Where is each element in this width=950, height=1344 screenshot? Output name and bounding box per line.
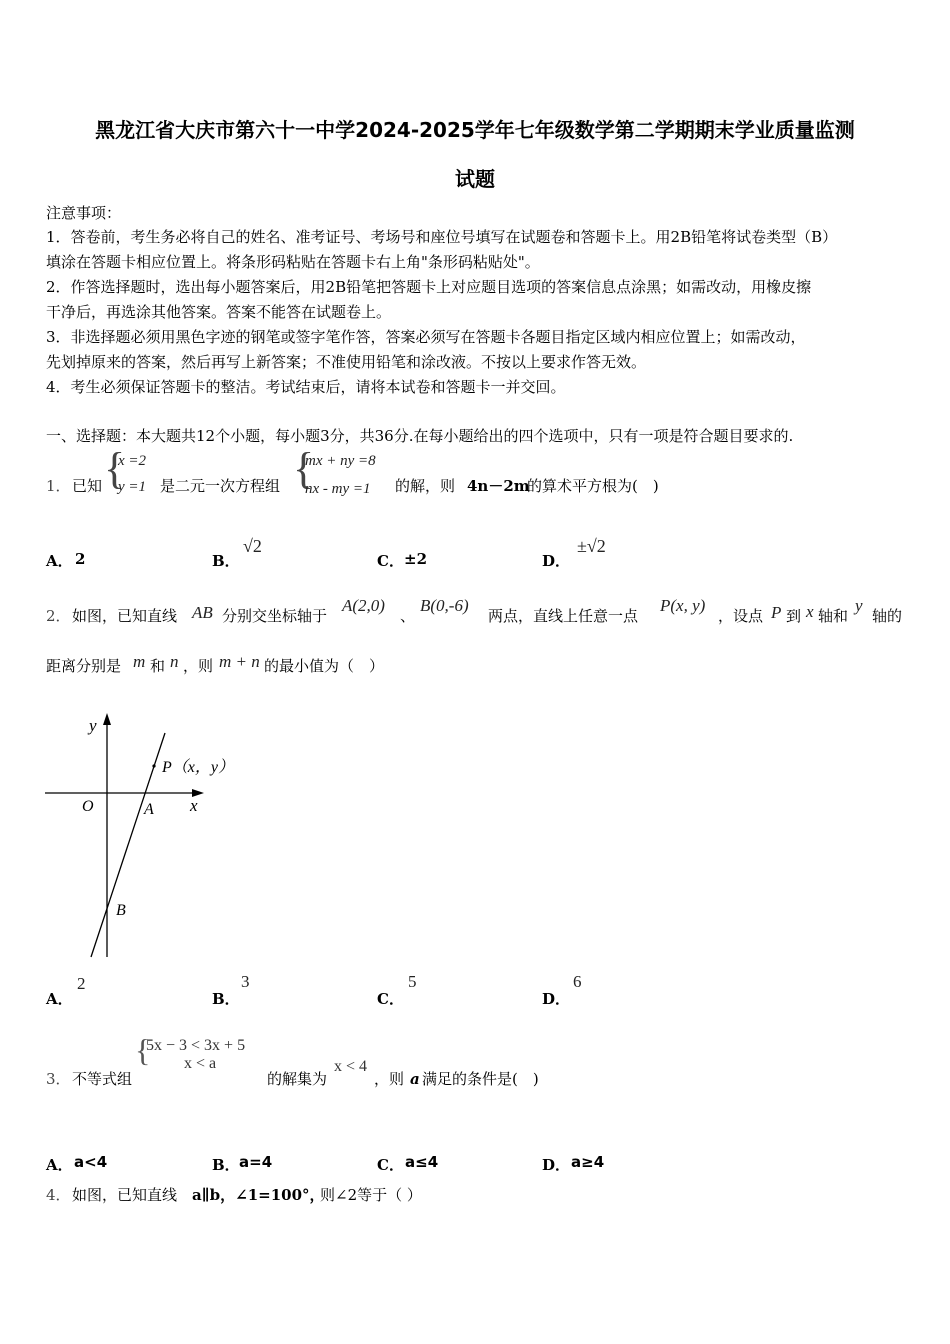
option-value: a<4 (74, 1153, 108, 1171)
section-heading: 一、选择题：本大题共12个小题，每小题3分，共36分.在每小题给出的四个选项中，只有一项是符合题目要求的. (46, 427, 794, 445)
inequality: x < a (184, 1055, 217, 1072)
equation: mx + ny =8 (305, 453, 376, 469)
option-value: 2 (77, 974, 86, 993)
option-label[interactable]: D． (542, 990, 571, 1008)
option-label[interactable]: C． (377, 552, 404, 570)
math-symbol: a (410, 1070, 420, 1088)
question-text: 距离分别是 (46, 657, 122, 675)
notice-line: 1．答卷前，考生务必将自己的姓名、准考证号、考场号和座位号填写在试题卷和答题卡上。用2B铅笔将试卷类型（B） (46, 228, 838, 246)
question-text: 的解集为 (267, 1070, 328, 1088)
question-text: ，则 (183, 657, 214, 675)
question-text: 分别交坐标轴于 (222, 607, 328, 625)
option-label[interactable]: B． (212, 990, 240, 1008)
question-number: 1． (46, 477, 71, 495)
option-label[interactable]: A． (46, 552, 73, 570)
math-symbol: m (133, 652, 146, 671)
solution-set: x < 4 (334, 1058, 368, 1075)
question-text: 轴的 (872, 607, 903, 625)
math-point: P(x, y) (660, 596, 706, 615)
notice-heading: 注意事项： (46, 204, 122, 222)
question-text: 和 (150, 657, 166, 675)
point-p (152, 764, 155, 767)
math-symbol: y (855, 596, 863, 615)
brace: { (293, 444, 315, 493)
question-text: 不等式组 (72, 1070, 133, 1088)
question-text: 则∠2等于（ ） (320, 1186, 422, 1204)
separator: 、 (400, 607, 416, 625)
point-a-label: A (144, 801, 154, 818)
question-text: 如图，已知直线 (72, 607, 178, 625)
question-text: 的解，则 (395, 477, 456, 495)
question-text: 的最小值为（ ） (264, 657, 385, 675)
math-symbol: n (170, 652, 179, 671)
option-value: a≤4 (405, 1153, 439, 1171)
option-value: 3 (241, 972, 250, 991)
math-symbol: AB (192, 603, 213, 622)
math-expression: m + n (219, 652, 260, 671)
expression: 4n－2m (467, 477, 530, 495)
question-text: 满足的条件是( ) (422, 1070, 539, 1088)
coordinate-figure (40, 705, 270, 965)
origin-label: O (82, 798, 94, 815)
notice-line: 3．非选择题必须用黑色字迹的钢笔或签字笔作答，答案必须写在答题卡各题目指定区域内相应位置上；如需改动， (46, 328, 806, 346)
x-axis-label: x (190, 796, 198, 815)
question-condition: a∥b，∠1=100°， (192, 1186, 325, 1204)
y-axis-arrow (103, 713, 111, 725)
question-text: ，设点 (718, 607, 764, 625)
point-b-label: B (116, 902, 126, 919)
question-text: 如图，已知直线 (72, 1186, 178, 1204)
question-text: ，则 (374, 1070, 405, 1088)
equation: x =2 (118, 453, 147, 469)
notice-line: 4．考生必须保证答题卡的整洁。考试结束后，请将本试卷和答题卡一并交回。 (46, 378, 566, 396)
equation: nx - my =1 (305, 481, 371, 497)
point-p-label: P（x，y） (162, 759, 234, 776)
option-label[interactable]: A． (46, 990, 73, 1008)
question-number: 2． (46, 607, 71, 625)
option-value: 5 (408, 972, 417, 991)
option-label[interactable]: C． (377, 1156, 404, 1174)
question-number: 3． (46, 1070, 71, 1088)
math-point: B(0,-6) (420, 596, 469, 615)
option-value: ±√2 (577, 536, 606, 556)
option-label[interactable]: C． (377, 990, 404, 1008)
math-symbol: x (806, 602, 814, 621)
question-text: 已知 (72, 477, 103, 495)
equation: y =1 (118, 479, 147, 495)
brace: { (104, 444, 126, 493)
option-label[interactable]: A． (46, 1156, 73, 1174)
option-label[interactable]: B． (212, 1156, 240, 1174)
notice-line: 填涂在答题卡相应位置上。将条形码粘贴在答题卡右上角"条形码粘贴处"。 (46, 253, 540, 271)
question-number: 4． (46, 1186, 71, 1204)
option-value: 2 (75, 550, 86, 568)
option-label[interactable]: B． (212, 552, 240, 570)
notice-line: 2．作答选择题时，选出每小题答案后，用2B铅笔把答题卡上对应题目选项的答案信息点涂黑；如需改动，用橡皮擦 (46, 278, 812, 296)
question-text: 的算术平方根为( ) (527, 477, 659, 495)
brace: { (135, 1032, 151, 1068)
option-value: a=4 (239, 1153, 273, 1171)
option-value: 6 (573, 972, 582, 991)
math-point: A(2,0) (342, 596, 385, 615)
option-value: ±2 (404, 550, 428, 568)
y-axis-label: y (89, 716, 97, 735)
math-symbol: P (771, 603, 782, 622)
notice-line: 干净后，再选涂其他答案。答案不能答在试题卷上。 (46, 303, 392, 321)
question-text: 到 (786, 607, 802, 625)
option-value: a≥4 (571, 1153, 605, 1171)
page-title-continued: 试题 (455, 167, 495, 191)
notice-line: 先划掉原来的答案，然后再写上新答案；不准使用铅笔和涂改液。不按以上要求作答无效。 (46, 353, 647, 371)
inequality: 5x − 3 < 3x + 5 (146, 1037, 246, 1054)
page-title: 黑龙江省大庆市第六十一中学2024-2025学年七年级数学第二学期期末学业质量监测 (95, 118, 855, 142)
question-text: 是二元一次方程组 (160, 477, 281, 495)
option-label[interactable]: D． (542, 552, 571, 570)
option-label[interactable]: D． (542, 1156, 571, 1174)
question-text: 两点，直线上任意一点 (488, 607, 639, 625)
option-value: √2 (243, 536, 262, 556)
question-text: 轴和 (818, 607, 849, 625)
